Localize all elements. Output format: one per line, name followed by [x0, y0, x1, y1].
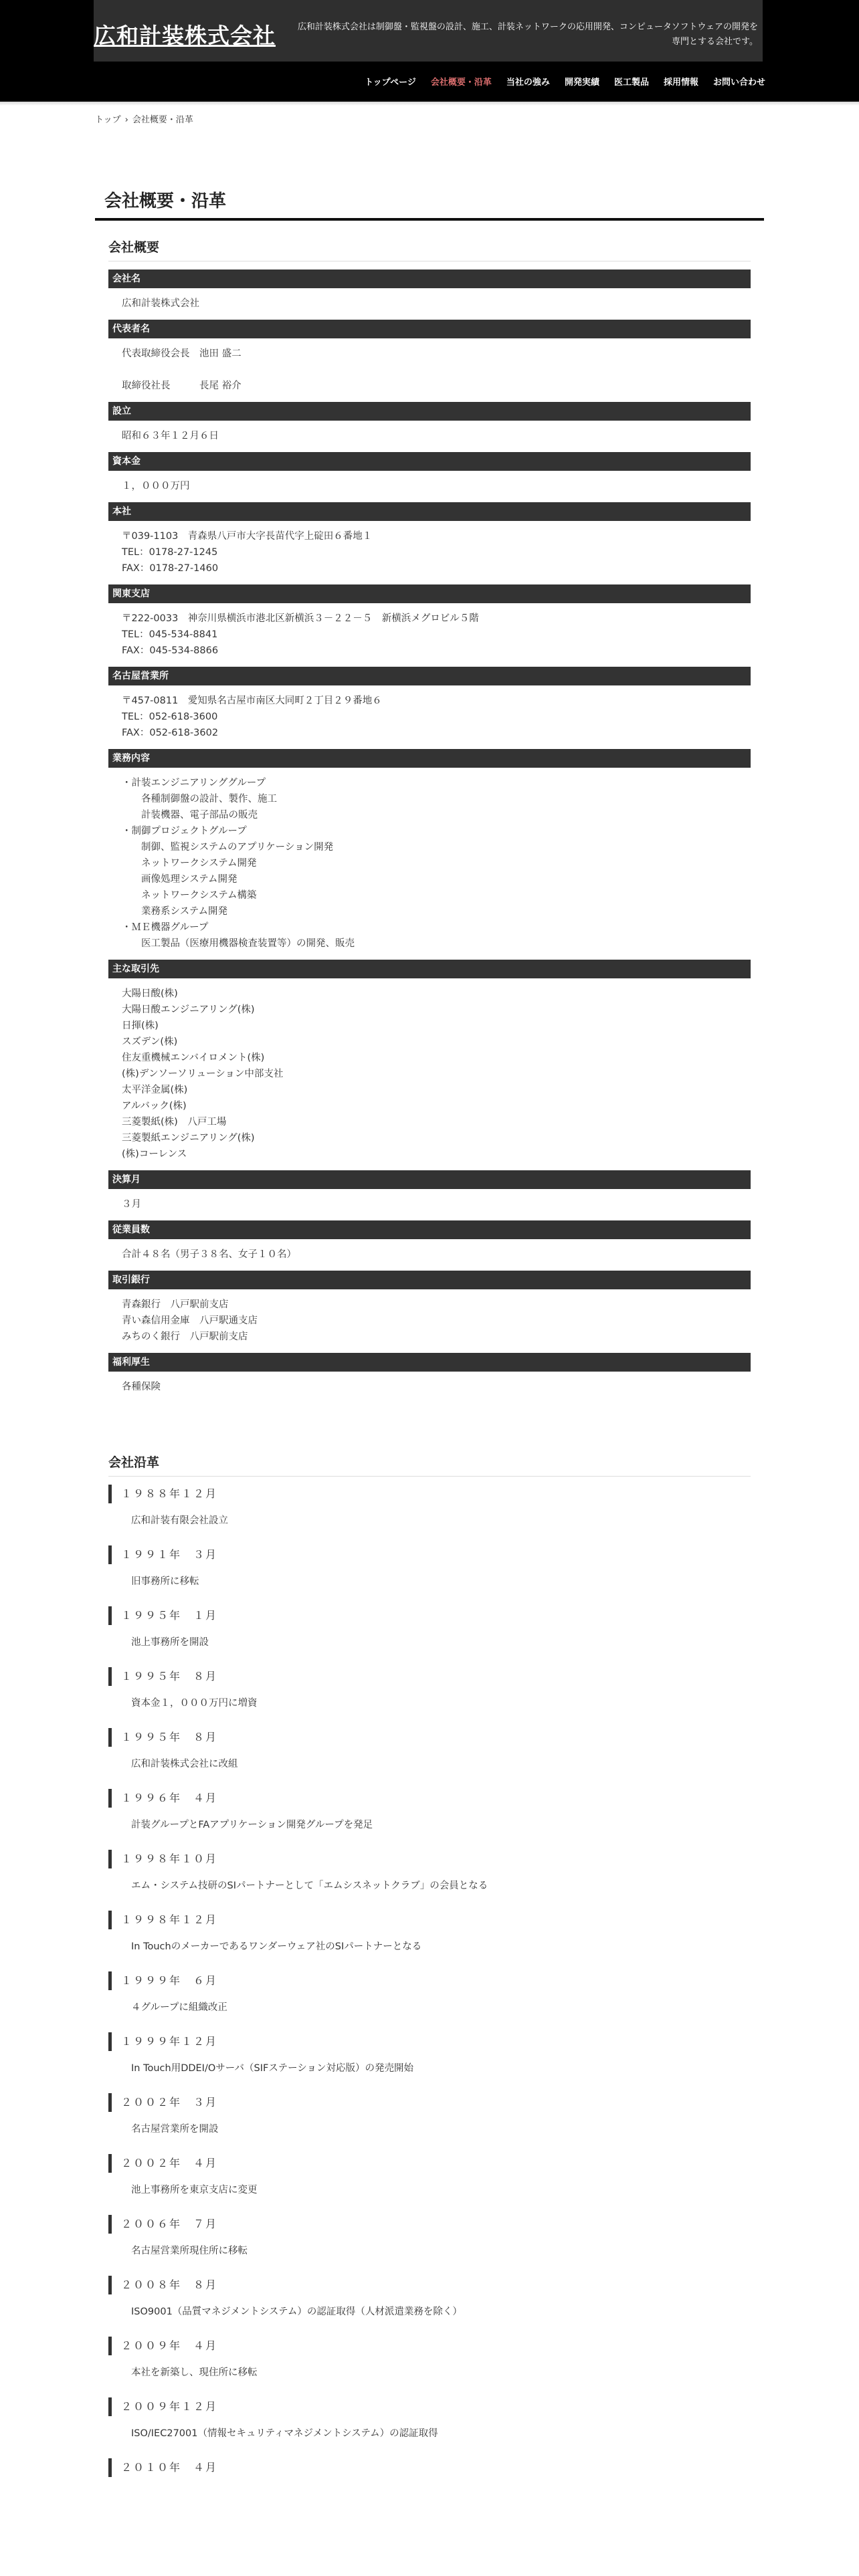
overview-row-label: 業務内容: [108, 749, 751, 768]
history-date: １９９９年１２月: [108, 2032, 751, 2051]
history-date: ２００９年 ４月: [108, 2337, 751, 2355]
overview-row-value: [108, 768, 751, 960]
history-date: １９９５年 ８月: [108, 1728, 751, 1747]
history-date: ２０１０年 ４月: [108, 2458, 751, 2477]
overview-row-value: [108, 338, 751, 402]
overview-value-line: スズデン(株): [122, 1037, 178, 1047]
overview-row-value: [108, 421, 751, 452]
history-event: 名古屋営業所現住所に移転: [131, 2246, 248, 2256]
overview-row-label: 主な取引先: [108, 960, 751, 978]
nav-top[interactable]: トップページ: [365, 78, 416, 88]
history-date: １９９１年 ３月: [108, 1545, 751, 1564]
history-date: １９９６年 ４月: [108, 1789, 751, 1808]
overview-row-label: 取引銀行: [108, 1271, 751, 1289]
history-event: エム・システム技研のSIパートナーとして「エムシスネットクラブ」の会員となる: [131, 1881, 488, 1891]
overview-value-line: TEL：045-534-8841: [122, 629, 218, 640]
history-date: ２００２年 ３月: [108, 2093, 751, 2112]
overview-row-label: 福利厚生: [108, 1353, 751, 1372]
overview-value-line: 各種制御盤の設計、製作、施工: [122, 794, 277, 804]
overview-value-line: (株)デンソーソリューション中部支社: [122, 1069, 284, 1079]
overview-value-line: FAX：045-534-8866: [122, 645, 219, 656]
history-date: １９９５年 ８月: [108, 1667, 751, 1686]
overview-row-value: [108, 603, 751, 667]
overview-row-label: 従業員数: [108, 1220, 751, 1239]
page-title-bar: [95, 182, 764, 221]
history-date: １９９５年 １月: [108, 1606, 751, 1625]
overview-row-value: [108, 1289, 751, 1353]
history-date: ２００９年１２月: [108, 2397, 751, 2416]
overview-value-line: TEL：0178-27-1245: [122, 547, 218, 558]
overview-value-line: 〒222-0033 神奈川県横浜市港北区新横浜３－２２－５ 新横浜メグロビル５階: [122, 613, 479, 624]
history-date: １９９９年 ６月: [108, 1971, 751, 1990]
nav-strengths[interactable]: 当社の強み: [506, 78, 550, 88]
global-nav: [365, 75, 765, 88]
history-heading: 会社沿革: [108, 1453, 751, 1477]
overview-value-line: ネットワークシステム開発: [122, 858, 257, 869]
overview-value-line: 取締役社長 長尾 裕介: [122, 381, 242, 391]
overview-value-line: 青森銀行 八戸駅前支店: [122, 1299, 229, 1310]
overview-value-line: 三菱製紙エンジニアリング(株): [122, 1133, 255, 1144]
nav-medical[interactable]: 医工製品: [613, 78, 649, 88]
main-content: [108, 237, 751, 2505]
history-date: １９９８年１２月: [108, 1911, 751, 1929]
nav-company[interactable]: 会社概要・沿革: [430, 78, 492, 88]
history-event: 本社を新築し、現住所に移転: [131, 2367, 258, 2378]
nav-contact[interactable]: お問い合わせ: [712, 78, 765, 88]
history-event: 名古屋営業所を開設: [131, 2124, 219, 2135]
overview-value-line: 広和計装株式会社: [122, 298, 199, 309]
overview-value-line: ・ＭＥ機器グループ: [122, 922, 209, 933]
overview-row-label: 決算月: [108, 1170, 751, 1189]
breadcrumb-separator: ›: [124, 115, 128, 125]
history-list: [108, 1485, 751, 2505]
history-event: 旧事務所に移転: [131, 1576, 199, 1587]
site-logo[interactable]: 広和計装株式会社: [94, 23, 276, 49]
site-tagline: 広和計装株式会社は制御盤・監視盤の設計、施工、計装ネットワークの応用開発、コンピュータソフトウェアの開発を専門とする会社です。: [297, 22, 758, 47]
overview-value-line: 昭和６３年１２月６日: [122, 431, 219, 441]
overview-value-line: アルバック(株): [122, 1101, 187, 1111]
overview-row-label: 代表者名: [108, 320, 751, 338]
overview-row-value: [108, 685, 751, 749]
history-date: １９８８年１２月: [108, 1485, 751, 1503]
overview-row-label: 会社名: [108, 270, 751, 288]
overview-row-label: 関東支店: [108, 584, 751, 603]
overview-row-value: [108, 288, 751, 320]
overview-value-line: 制御、監視システムのアプリケーション開発: [122, 842, 334, 853]
overview-heading: 会社概要: [108, 237, 751, 261]
overview-value-line: 大陽日酸エンジニアリング(株): [122, 1004, 255, 1015]
overview-row-label: 設立: [108, 402, 751, 421]
overview-value-line: 各種保険: [122, 1382, 161, 1392]
overview-value-line: 代表取締役会長 池田 盛二: [122, 348, 242, 359]
overview-value-line: 青い森信用金庫 八戸駅通支店: [122, 1315, 258, 1326]
overview-row-value: [108, 978, 751, 1170]
history-section: [108, 1453, 751, 2505]
history-event: 池上事務所を東京支店に変更: [131, 2185, 258, 2195]
history-event: 広和計装株式会社に改組: [131, 1759, 238, 1769]
overview-value-line: 業務系システム開発: [122, 906, 228, 917]
history-event: 資本金１，０００万円に増資: [131, 1698, 258, 1709]
overview-row-value: [108, 521, 751, 584]
overview-value-line: [122, 362, 751, 378]
history-event: ４グループに組織改正: [131, 2002, 227, 2013]
history-event: ISO9001（品質マネジメントシステム）の認証取得（人材派遣業務を除く）: [131, 2306, 462, 2317]
overview-value-line: 太平洋金属(株): [122, 1085, 188, 1095]
overview-value-line: 大陽日酸(株): [122, 988, 178, 999]
overview-value-line: 三菱製紙(株) 八戸工場: [122, 1117, 227, 1128]
overview-value-line: 合計４８名（男子３８名、女子１０名）: [122, 1249, 296, 1260]
overview-row-label: 本社: [108, 502, 751, 521]
overview-value-line: 住友重機械エンバイロメント(株): [122, 1053, 265, 1063]
overview-value-line: ３月: [122, 1199, 141, 1210]
overview-row-value: [108, 1239, 751, 1271]
history-date: ２００２年 ４月: [108, 2154, 751, 2173]
history-date: ２００６年 ７月: [108, 2215, 751, 2234]
history-event: 池上事務所を開設: [131, 1637, 209, 1648]
overview-value-line: ネットワークシステム構築: [122, 890, 257, 901]
history-event: 広和計装有限会社設立: [131, 1515, 228, 1526]
history-event: In Touchのメーカーであるワンダーウェア社のSIパートナーとなる: [131, 1941, 422, 1952]
history-event: 計装グループとFAアプリケーション開発グループを発足: [131, 1820, 373, 1830]
header-shadow: [0, 102, 859, 106]
nav-recruit[interactable]: 採用情報: [663, 78, 698, 88]
overview-table: [108, 270, 751, 1403]
overview-value-line: 〒457-0811 愛知県名古屋市南区大同町２丁目２９番地６: [122, 695, 382, 706]
history-event: ISO/IEC27001（情報セキュリティマネジメントシステム）の認証取得: [131, 2428, 438, 2439]
overview-value-line: (株)コーレンス: [122, 1149, 187, 1160]
overview-value-line: TEL：052-618-3600: [122, 712, 218, 722]
overview-row-label: 資本金: [108, 452, 751, 471]
overview-value-line: FAX：052-618-3602: [122, 728, 219, 738]
overview-row-value: [108, 1372, 751, 1403]
history-date: １９９８年１０月: [108, 1850, 751, 1868]
breadcrumb-current: 会社概要・沿革: [132, 115, 193, 125]
breadcrumb-home[interactable]: トップ: [95, 115, 121, 125]
overview-value-line: 画像処理システム開発: [122, 874, 237, 885]
overview-value-line: １，０００万円: [122, 481, 190, 492]
history-event: In Touch用DDEI/Oサーバ（SIFステーション対応版）の発売開始: [131, 2063, 413, 2074]
overview-value-line: 医工製品（医療用機器検査装置等）の開発、販売: [122, 938, 355, 949]
nav-achievements[interactable]: 開発実績: [564, 78, 599, 88]
overview-value-line: FAX：0178-27-1460: [122, 563, 219, 574]
overview-row-label: 名古屋営業所: [108, 667, 751, 685]
overview-value-line: 〒039-1103 青森県八戸市大字長苗代字上碇田６番地１: [122, 531, 373, 542]
overview-row-value: [108, 471, 751, 502]
overview-row-value: [108, 1189, 751, 1220]
overview-value-line: 日揮(株): [122, 1021, 159, 1031]
brand-bar: [94, 0, 763, 62]
site-header: [0, 0, 859, 102]
overview-value-line: ・計装エンジニアリンググループ: [122, 778, 266, 788]
overview-value-line: みちのく銀行 八戸駅前支店: [122, 1331, 248, 1342]
overview-value-line: 計装機器、電子部品の販売: [122, 810, 258, 821]
history-date: ２００８年 ８月: [108, 2276, 751, 2294]
history-event: [108, 2477, 751, 2505]
page-title: 会社概要・沿革: [104, 191, 227, 211]
breadcrumb: [95, 112, 193, 125]
overview-value-line: ・制御プロジェクトグループ: [122, 826, 247, 837]
